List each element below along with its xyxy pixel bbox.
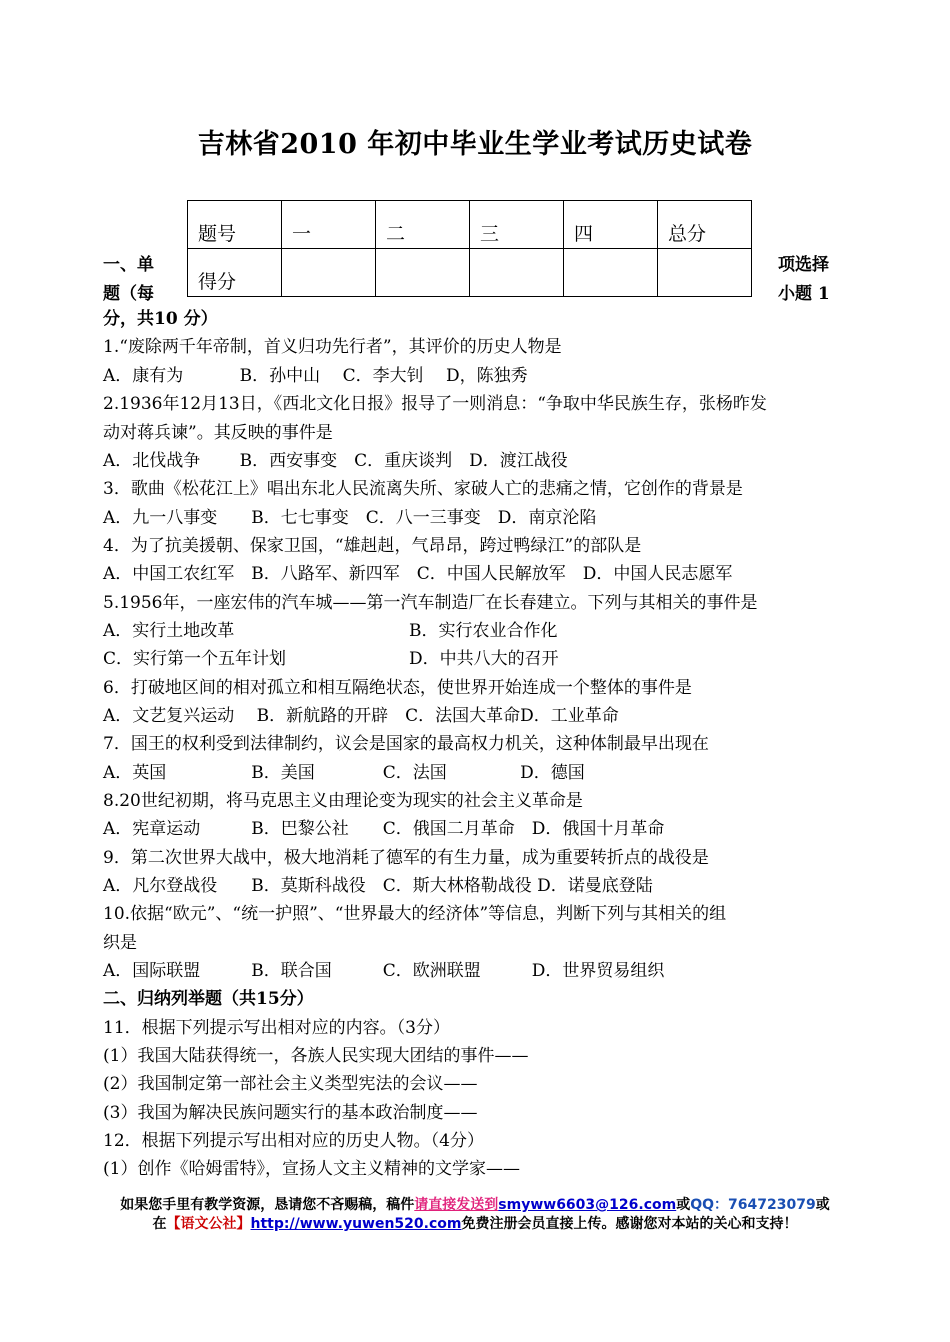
section1-heading-right-1: 项选择 xyxy=(778,255,829,275)
score-table xyxy=(187,200,752,297)
question-line: 8.20世纪初期，将马克思主义由理论变为现实的社会主义革命是 xyxy=(103,791,583,811)
option-row xyxy=(103,648,559,670)
score-cell xyxy=(564,249,658,297)
score-header-cell: 二 xyxy=(376,201,470,249)
qq-contact: QQ：764723079 xyxy=(690,1197,816,1213)
question-line: 11．根据下列提示写出相对应的内容。（3分） xyxy=(103,1018,450,1038)
option-d: D．中共八大的召开 xyxy=(409,649,559,669)
question-line: 9．第二次世界大战中，极大地消耗了德军的有生力量，成为重要转折点的战役是 xyxy=(103,848,709,868)
option-line: A．宪章运动 B．巴黎公社 C．俄国二月革命 D．俄国十月革命 xyxy=(103,819,665,839)
footer-text: 如果您手里有教学资源，恳请您不吝赐稿，稿件 xyxy=(120,1197,415,1213)
question-line: 3．歌曲《松花江上》唱出东北人民流离失所、家破人亡的悲痛之情，它创作的背景是 xyxy=(103,479,743,499)
section2-heading: 二、归纳列举题（共15分） xyxy=(103,989,314,1009)
footer-line-1 xyxy=(60,1196,890,1215)
score-header-cell: 一 xyxy=(282,201,376,249)
section1-heading-tail: 分，共10 分） xyxy=(103,309,218,329)
option-line: A．国际联盟 B．联合国 C．欧洲联盟 D．世界贸易组织 xyxy=(103,961,665,981)
section1-heading-left-1: 一、单 xyxy=(103,255,154,275)
question-line: 7．国王的权利受到法律制约，议会是国家的最高权力机关，这种体制最早出现在 xyxy=(103,734,709,754)
footer-text: 在 xyxy=(152,1216,167,1232)
question-line: (1）我国大陆获得统一，各族人民实现大团结的事件—— xyxy=(103,1046,529,1066)
score-table-score-row xyxy=(188,249,752,297)
site-name: 【语文公社】 xyxy=(166,1216,251,1232)
option-line: A．康有为 B．孙中山 C．李大钊 D，陈独秀 xyxy=(103,366,528,386)
footer-text: 或 xyxy=(676,1197,691,1213)
question-line: (1）创作《哈姆雷特》，宣扬人文主义精神的文学家—— xyxy=(103,1159,520,1179)
question-line: 动对蒋兵谏”。其反映的事件是 xyxy=(103,423,333,443)
question-line: 10.依据“欧元”、“统一护照”、“世界最大的经济体”等信息，判断下列与其相关的组 xyxy=(103,904,727,924)
score-header-cell: 四 xyxy=(564,201,658,249)
question-line: 2.1936年12月13日，《西北文化日报》报导了一则消息：“争取中华民族生存，张杨昨发 xyxy=(103,394,767,414)
option-line: A．中国工农红军 B．八路军、新四军 C．中国人民解放军 D．中国人民志愿军 xyxy=(103,564,733,584)
option-line: A．英国 B．美国 C．法国 D．德国 xyxy=(103,763,585,783)
score-cell xyxy=(282,249,376,297)
option-line: A．北伐战争 B．西安事变 C．重庆谈判 D．渡江战役 xyxy=(103,451,568,471)
submit-link[interactable]: 请直接发送到 xyxy=(414,1197,499,1213)
email-link[interactable]: smyww6603@126.com xyxy=(498,1197,677,1213)
footer-text: 或 xyxy=(815,1197,830,1213)
question-line: 4．为了抗美援朝、保家卫国，“雄赳赳，气昂昂，跨过鸭绿江”的部队是 xyxy=(103,536,642,556)
score-cell xyxy=(470,249,564,297)
option-line: A．凡尔登战役 B．莫斯科战役 C．斯大林格勒战役 D．诺曼底登陆 xyxy=(103,876,653,896)
score-table-header-row xyxy=(188,201,752,249)
question-line: (3）我国为解决民族问题实行的基本政治制度—— xyxy=(103,1103,478,1123)
question-line: 6．打破地区间的相对孤立和相互隔绝状态，使世界开始连成一个整体的事件是 xyxy=(103,678,692,698)
option-line: A．九一八事变 B．七七事变 C．八一三事变 D．南京沦陷 xyxy=(103,508,597,528)
question-line: 5.1956年，一座宏伟的汽车城——第一汽车制造厂在长春建立。下列与其相关的事件是 xyxy=(103,593,758,613)
question-line: 1.“废除两千年帝制，首义归功先行者”，其评价的历史人物是 xyxy=(103,337,562,357)
section1-heading-right-2: 小题 1 xyxy=(778,284,830,304)
option-line: A．文艺复兴运动 B．新航路的开辟 C．法国大革命D．工业革命 xyxy=(103,706,619,726)
question-line: 12．根据下列提示写出相对应的历史人物。（4分） xyxy=(103,1131,484,1151)
question-line: (2）我国制定第一部社会主义类型宪法的会议—— xyxy=(103,1074,478,1094)
section1-heading-left-2: 题（每 xyxy=(103,284,154,304)
option-row xyxy=(103,620,558,642)
footer-notice xyxy=(60,1196,890,1234)
footer-line-2 xyxy=(60,1215,890,1234)
footer-text: 免费注册会员直接上传。感谢您对本站的关心和支持！ xyxy=(461,1216,798,1232)
option-b: B．实行农业合作化 xyxy=(409,621,558,641)
score-header-cell: 总分 xyxy=(658,201,752,249)
score-header-cell: 三 xyxy=(470,201,564,249)
score-cell xyxy=(376,249,470,297)
score-row-label: 得分 xyxy=(188,249,282,297)
score-header-cell: 题号 xyxy=(188,201,282,249)
score-cell xyxy=(658,249,752,297)
site-url-link[interactable]: http://www.yuwen520.com xyxy=(250,1216,462,1232)
option-c: C．实行第一个五年计划 xyxy=(103,649,287,669)
page-title: 吉林省2010 年初中毕业生学业考试历史试卷 xyxy=(197,129,753,160)
question-line: 织是 xyxy=(103,933,137,953)
option-a: A．实行土地改革 xyxy=(103,621,235,641)
